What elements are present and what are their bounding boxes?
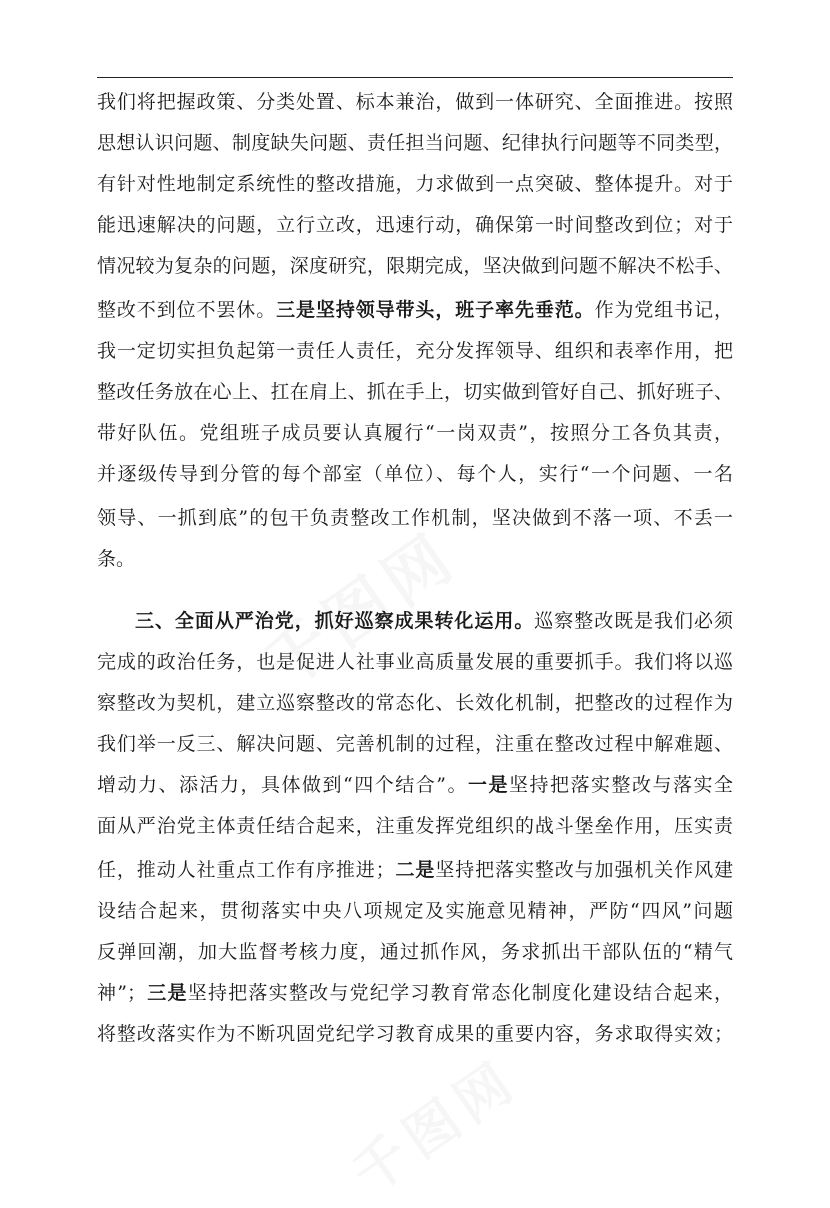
text-run: 增动力、添活力，具体做到“四个结合”。 <box>97 774 468 796</box>
text-line <box>97 254 733 278</box>
text-run: 坚持把落实整改与落实全 <box>508 774 733 796</box>
text-run: 神”； <box>97 982 146 1004</box>
text-line <box>97 981 733 1005</box>
text-run: 作为党组书记， <box>594 299 733 321</box>
text-run: 任，推动人社重点工作有序推进； <box>97 859 395 881</box>
text-run: 有针对性地制定系统性的整改措施，力求做到一点突破、整体提升。对于 <box>97 173 733 195</box>
bold-text: 二是 <box>394 859 436 881</box>
text-run: 我们将把握政策、分类处置、标本兼治，做到一体研究、全面推进。按照 <box>97 91 733 113</box>
text-run: 坚持把落实整改与加强机关作风建 <box>435 859 733 881</box>
text-line <box>97 691 733 715</box>
text-line <box>97 131 733 155</box>
text-line <box>97 858 733 882</box>
text-line <box>97 650 733 674</box>
text-line <box>97 547 733 571</box>
text-run: 领导、一抓到底”的包干负责整改工作机制，坚决做到不落一项、不丢一 <box>97 507 733 529</box>
text-line <box>97 298 733 322</box>
text-line <box>97 814 733 838</box>
text-line <box>97 899 733 923</box>
text-line <box>97 506 733 530</box>
watermark <box>335 1039 532 1208</box>
text-run: 巡察整改既是我们必须 <box>534 610 733 632</box>
text-run: 整改任务放在心上、扛在肩上、抓在手上，切实做到管好自己、抓好班子、 <box>97 381 733 403</box>
text-line <box>97 773 733 797</box>
text-line <box>135 609 733 633</box>
text-run: 察整改为契机，建立巡察整改的常态化、长效化机制，把整改的过程作为 <box>97 692 733 714</box>
text-line <box>97 462 733 486</box>
text-line <box>97 339 733 363</box>
watermark <box>243 506 473 705</box>
text-run: 我一定切实担负起第一责任人责任，充分发挥领导、组织和表率作用，把 <box>97 340 733 362</box>
text-run: 思想认识问题、制度缺失问题、责任担当问题、纪律执行问题等不同类型， <box>97 132 733 154</box>
header-rule <box>97 77 733 78</box>
bold-text: 三、全面从严治党，抓好巡察成果转化运用。 <box>135 610 535 632</box>
text-run: 将整改落实作为不断巩固党纪学习教育成果的重要内容，务求取得实效； <box>97 1023 733 1045</box>
text-run: 能迅速解决的问题，立行立改，迅速行动，确保第一时间整改到位；对于 <box>97 214 733 236</box>
text-run: 并逐级传导到分管的每个部室（单位）、每个人，实行“一个问题、一名 <box>97 463 733 485</box>
text-line <box>97 940 733 964</box>
text-run: 情况较为复杂的问题，深度研究，限期完成，坚决做到问题不解决不松手、 <box>97 255 733 277</box>
text-run: 坚持把落实整改与党纪学习教育常态化制度化建设结合起来， <box>187 982 733 1004</box>
text-run: 整改不到位不罢休。 <box>97 299 277 321</box>
text-run: 条。 <box>97 548 136 570</box>
text-run: 设结合起来，贯彻落实中央八项规定及实施意见精神，严防“四风”问题 <box>97 900 733 922</box>
text-run: 面从严治党主体责任结合起来，注重发挥党组织的战斗堡垒作用，压实责 <box>97 815 733 837</box>
text-line <box>97 90 733 114</box>
text-line <box>97 732 733 756</box>
text-line <box>97 380 733 404</box>
bold-text: 一是 <box>467 774 509 796</box>
text-run: 完成的政治任务，也是促进人社事业高质量发展的重要抓手。我们将以巡 <box>97 651 733 673</box>
text-line <box>97 172 733 196</box>
text-run: 反弹回潮，加大监督考核力度，通过抓作风，务求抓出干部队伍的“精气 <box>97 941 733 963</box>
bold-text: 三是 <box>145 982 188 1004</box>
text-line <box>97 213 733 237</box>
text-line <box>97 1022 733 1046</box>
text-line <box>97 421 733 445</box>
text-run: 我们举一反三、解决问题、完善机制的过程，注重在整改过程中解难题、 <box>97 733 733 755</box>
bold-text: 三是坚持领导带头，班子率先垂范。 <box>276 299 595 321</box>
text-run: 带好队伍。党组班子成员要认真履行“一岗双责”，按照分工各负其责， <box>97 422 733 444</box>
